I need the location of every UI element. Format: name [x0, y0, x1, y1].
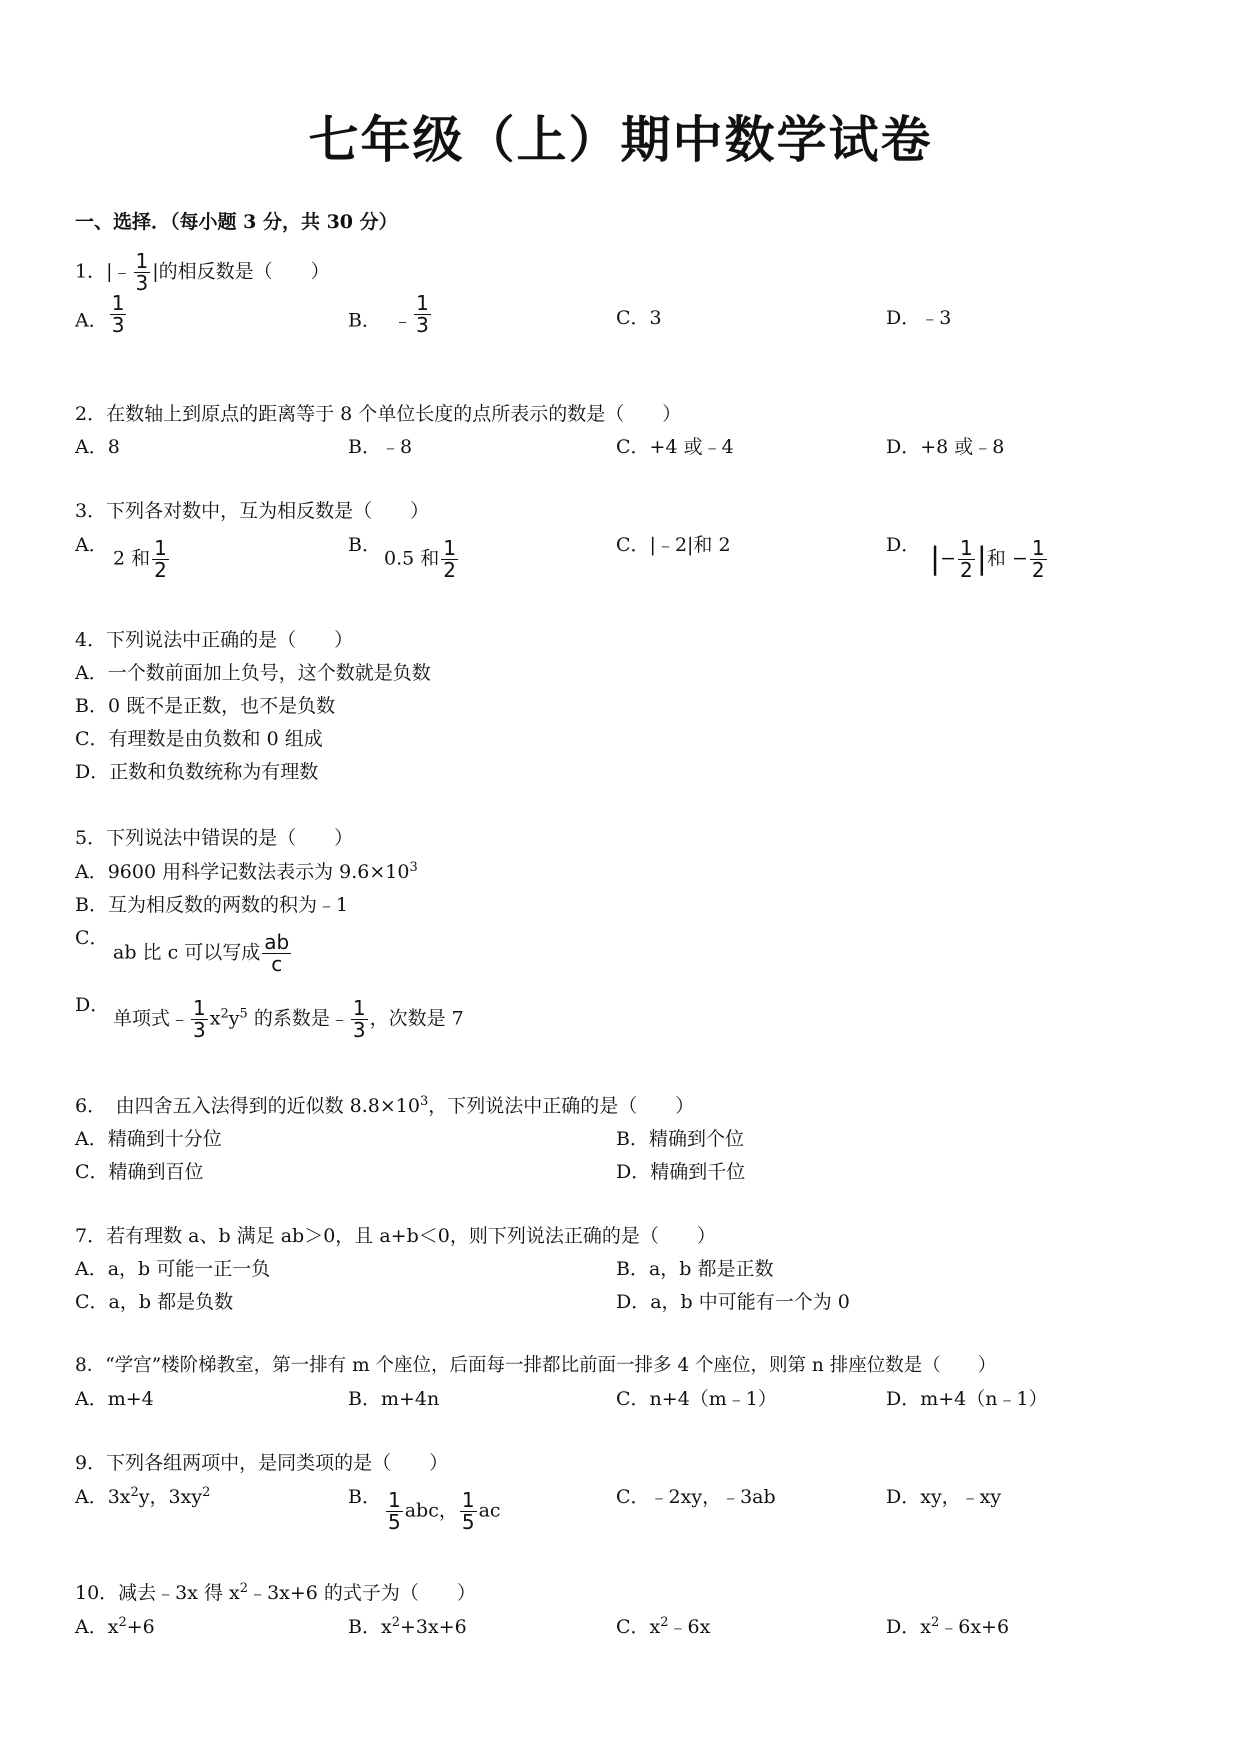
- exponent: 2: [660, 1615, 669, 1630]
- question-7-stem: 7．若有理数 a、b 满足 ab＞0，且 a+b＜0，则下列说法正确的是（ ）: [75, 1225, 716, 1247]
- option-text: D．x: [886, 1616, 931, 1638]
- option-label: D．: [886, 534, 921, 556]
- question-9-option-c[interactable]: C．﹣2xy，﹣3ab: [616, 1486, 776, 1508]
- frac-denominator: 3: [352, 1018, 366, 1042]
- question-4-stem: 4．下列说法中正确的是（ ）: [75, 629, 354, 651]
- question-5-option-b[interactable]: B．互为相反数的两数的积为﹣1: [75, 894, 349, 916]
- question-9-option-d[interactable]: D．xy，﹣xy: [886, 1486, 1002, 1508]
- fraction: [152, 538, 169, 581]
- option-text: 0.5 和: [384, 547, 440, 570]
- frac-numerator: 1: [352, 996, 366, 1020]
- stem-text: 10．减去﹣3x 得 x: [75, 1582, 240, 1604]
- exponent: 2: [130, 1485, 139, 1500]
- question-10-option-a[interactable]: [75, 1616, 155, 1639]
- option-text: +6: [126, 1616, 155, 1638]
- option-text: ac: [478, 1499, 501, 1522]
- frac-denominator: 3: [135, 271, 149, 295]
- option-text: ，次数是 7: [369, 1007, 464, 1030]
- question-3-option-a[interactable]: [75, 534, 108, 557]
- question-5-option-c-content: [113, 932, 293, 975]
- fraction: [386, 1490, 403, 1533]
- question-2-stem: 2．在数轴上到原点的距离等于 8 个单位长度的点所表示的数是（ ）: [75, 403, 682, 425]
- frac-numerator: 1: [960, 536, 973, 560]
- option-label: A．: [75, 309, 108, 332]
- option-text: y，3xy: [138, 1486, 203, 1508]
- fraction: [1030, 538, 1047, 581]
- question-5-stem: 5．下列说法中错误的是（ ）: [75, 827, 354, 849]
- question-7-option-b[interactable]: B．a，b 都是正数: [616, 1258, 774, 1280]
- section-heading: 一、选择．（每小题 3 分，共 30 分）: [75, 211, 398, 233]
- question-10-option-c[interactable]: [616, 1616, 710, 1639]
- question-8-option-c[interactable]: C．n+4（m﹣1）: [616, 1388, 777, 1410]
- question-1-option-d[interactable]: D．﹣3: [886, 307, 952, 329]
- variable: y: [228, 1007, 240, 1030]
- option-label: C．: [75, 927, 109, 949]
- minus-sign: −: [940, 547, 957, 570]
- abs-bar: |: [976, 541, 987, 577]
- option-text: 的系数是﹣: [253, 1007, 349, 1030]
- question-10-option-b[interactable]: [348, 1616, 467, 1639]
- question-10-option-d[interactable]: [886, 1616, 1009, 1639]
- question-6-option-c[interactable]: C．精确到百位: [75, 1161, 204, 1183]
- option-label: B．: [348, 309, 381, 332]
- question-9-stem: 9．下列各组两项中，是同类项的是（ ）: [75, 1452, 449, 1474]
- question-8-option-d[interactable]: D．m+4（n﹣1）: [886, 1388, 1048, 1410]
- frac-denominator: 2: [960, 558, 973, 582]
- fraction: [441, 538, 458, 581]
- option-text: +3x+6: [399, 1616, 467, 1638]
- question-8-option-a[interactable]: A．m+4: [75, 1388, 154, 1410]
- question-1-option-c[interactable]: C．3: [616, 307, 662, 329]
- frac-numerator: 1: [135, 249, 149, 273]
- option-label: D．: [75, 994, 110, 1016]
- option-label: B．: [348, 534, 381, 556]
- question-5-option-c[interactable]: [75, 927, 109, 950]
- question-number: 1．: [75, 260, 107, 283]
- frac-denominator: c: [271, 952, 283, 976]
- fraction: [191, 998, 208, 1041]
- fraction: [460, 1490, 477, 1533]
- question-3-option-d[interactable]: [886, 534, 920, 557]
- frac-denominator: 3: [193, 1018, 206, 1042]
- frac-numerator: 1: [193, 996, 206, 1020]
- abs-bar: |: [930, 541, 941, 577]
- fraction: [110, 293, 127, 336]
- frac-denominator: 3: [416, 313, 429, 337]
- question-4-option-a[interactable]: A．一个数前面加上负号，这个数就是负数: [75, 662, 431, 684]
- question-5-option-a[interactable]: [75, 861, 418, 884]
- question-7-option-a[interactable]: A．a，b 可能一正一负: [75, 1258, 271, 1280]
- frac-numerator: ab: [264, 930, 290, 954]
- frac-numerator: 1: [443, 536, 456, 560]
- fraction: [262, 932, 291, 975]
- exponent: 2: [202, 1485, 211, 1500]
- stem-text: 6． 由四舍五入法得到的近似数 8.8×10: [75, 1095, 420, 1117]
- option-text: ab 比 c 可以写成: [113, 941, 261, 964]
- question-10-stem: [75, 1582, 476, 1605]
- question-3-option-b[interactable]: [348, 534, 381, 557]
- fraction: [958, 538, 975, 581]
- option-label: A．: [75, 534, 108, 556]
- frac-denominator: 5: [388, 1510, 401, 1534]
- frac-denominator: 5: [461, 1510, 475, 1534]
- question-2-option-a[interactable]: A．8: [75, 436, 120, 458]
- question-1-option-a[interactable]: [75, 291, 128, 337]
- frac-denominator: 2: [443, 558, 456, 582]
- question-2-option-c[interactable]: C．+4 或﹣4: [616, 436, 734, 458]
- question-2-option-d[interactable]: D．+8 或﹣8: [886, 436, 1005, 458]
- question-6-stem: [75, 1095, 694, 1118]
- abs-open: |﹣: [106, 260, 132, 283]
- option-text: ﹣6x: [668, 1616, 711, 1638]
- question-3-option-d-content: [930, 538, 1049, 581]
- frac-numerator: 1: [154, 536, 167, 560]
- frac-numerator: 1: [388, 1488, 401, 1512]
- exponent: 5: [239, 1006, 248, 1022]
- option-text: abc，: [404, 1499, 458, 1522]
- question-4-option-b[interactable]: B．0 既不是正数，也不是负数: [75, 695, 336, 717]
- stem-text: ，下列说法中正确的是（ ）: [428, 1095, 695, 1117]
- option-text: ﹣6x+6: [939, 1616, 1010, 1638]
- option-text: 和: [986, 547, 1006, 570]
- frac-denominator: 3: [111, 313, 125, 337]
- question-3-option-b-content: [384, 538, 460, 581]
- question-1-option-b[interactable]: [348, 291, 433, 337]
- option-text: B．x: [348, 1616, 392, 1638]
- option-text: 2 和: [113, 547, 151, 570]
- page-title: 七年级（上）期中数学试卷: [308, 111, 933, 169]
- fraction: [134, 251, 151, 294]
- question-4-option-d[interactable]: D．正数和负数统称为有理数: [75, 761, 319, 783]
- question-3-option-a-content: [113, 538, 171, 581]
- option-text: A．x: [75, 1616, 119, 1638]
- question-1-stem: [75, 251, 330, 294]
- minus-sign: −: [1011, 547, 1028, 570]
- option-text: 单项式﹣: [113, 1007, 190, 1030]
- question-4-option-c[interactable]: C．有理数是由负数和 0 组成: [75, 728, 323, 750]
- question-3-stem: 3．下列各对数中，互为相反数是（ ）: [75, 500, 430, 522]
- frac-numerator: 1: [111, 291, 125, 315]
- question-6-option-b[interactable]: B．精确到个位: [616, 1128, 744, 1150]
- stem-text: |的相反数是（ ）: [152, 260, 330, 283]
- frac-denominator: 2: [1031, 558, 1045, 582]
- frac-numerator: 1: [1031, 536, 1045, 560]
- question-5-option-d[interactable]: [75, 994, 109, 1017]
- exponent: 2: [391, 1615, 400, 1630]
- frac-denominator: 2: [154, 558, 167, 582]
- question-7-option-d[interactable]: D．a，b 中可能有一个为 0: [616, 1291, 850, 1313]
- question-6-option-d[interactable]: D．精确到千位: [616, 1161, 746, 1183]
- option-label: B．: [348, 1486, 381, 1508]
- fraction: [414, 293, 431, 336]
- question-9-option-b-content: [384, 1490, 501, 1533]
- fraction: [351, 998, 368, 1041]
- question-6-option-a[interactable]: A．精确到十分位: [75, 1128, 222, 1150]
- variable: x: [209, 1007, 221, 1030]
- option-text: A．3x: [75, 1486, 131, 1508]
- minus-sign: ﹣: [393, 309, 413, 332]
- question-7-option-c[interactable]: C．a，b 都是负数: [75, 1291, 234, 1313]
- question-5-option-d-content: [113, 998, 464, 1041]
- exponent: 2: [930, 1615, 940, 1630]
- option-text: A．9600 用科学记数法表示为 9.6×10: [75, 861, 410, 883]
- exponent: 3: [419, 1094, 429, 1109]
- exponent: 2: [239, 1581, 249, 1596]
- exponent: 3: [409, 860, 418, 875]
- question-9-option-b[interactable]: [348, 1486, 381, 1509]
- frac-numerator: 1: [461, 1488, 475, 1512]
- question-9-option-a[interactable]: [75, 1486, 210, 1509]
- question-2-option-b[interactable]: B．﹣8: [348, 436, 413, 458]
- question-3-option-c[interactable]: C．|﹣2|和 2: [616, 534, 731, 556]
- question-8-option-b[interactable]: B．m+4n: [348, 1388, 440, 1410]
- option-text: C．x: [616, 1616, 661, 1638]
- exponent: 2: [118, 1615, 127, 1630]
- stem-text: ﹣3x+6 的式子为（ ）: [248, 1582, 476, 1604]
- exponent: 2: [220, 1006, 229, 1022]
- question-8-stem: 8．“学宫”楼阶梯教室，第一排有 m 个座位，后面每一排都比前面一排多 4 个座位，则第 n 排座位数是（ ）: [75, 1355, 997, 1376]
- frac-numerator: 1: [416, 291, 429, 315]
